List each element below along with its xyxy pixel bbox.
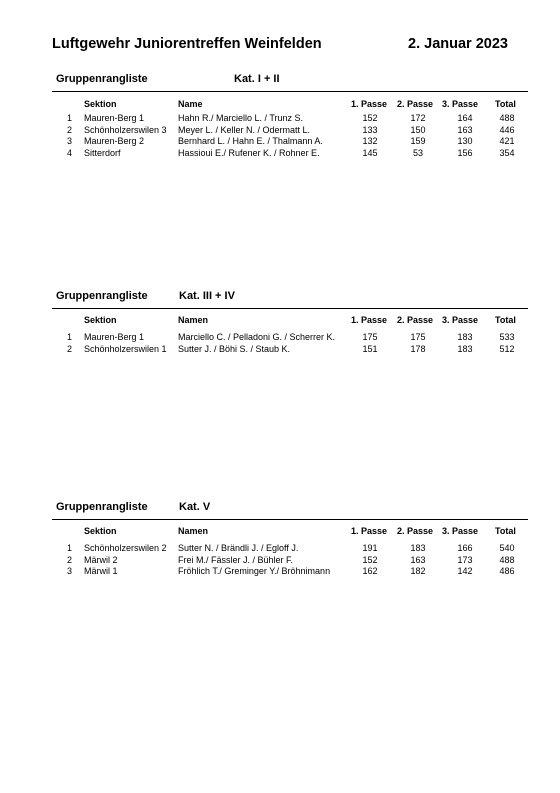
ranking-table	[52, 526, 528, 578]
table-header-row	[52, 526, 528, 543]
passe3: 156	[457, 147, 473, 158]
sektion: Märwil 1	[84, 566, 118, 576]
rank: 2	[66, 343, 72, 354]
rank: 2	[66, 124, 72, 135]
sektion: Märwil 2	[84, 554, 118, 565]
passe3: 173	[457, 554, 473, 565]
sektion: Mauren-Berg 1	[84, 332, 145, 342]
col-name-header: Namen	[178, 526, 209, 536]
passe2: 183	[410, 543, 426, 553]
col-passe3-header: 3. Passe	[442, 526, 479, 536]
namen: Sutter N. / Brändli J. / Egloff J.	[178, 543, 299, 553]
rank: 2	[66, 554, 72, 565]
total: 354	[499, 147, 515, 158]
passe1: 145	[362, 147, 378, 158]
section-label: Gruppenrangliste	[56, 290, 148, 302]
col-name-header: Namen	[178, 315, 209, 325]
namen: Bernhard L. / Hahn E. / Thalmann A.	[178, 136, 323, 146]
section-kat-1-2	[52, 73, 528, 158]
namen: Meyer L. / Keller N. / Odermatt L.	[178, 124, 311, 135]
table-row	[52, 555, 528, 567]
namen: Hassioui E./ Rufener K. / Rohner E.	[178, 147, 320, 158]
passe1: 152	[362, 113, 378, 123]
table-header-row	[52, 315, 528, 332]
passe1: 151	[362, 343, 378, 354]
ranking-table	[52, 315, 528, 355]
section-kat-3-4	[52, 290, 528, 354]
col-name-header: Name	[178, 99, 203, 109]
total: 533	[499, 332, 515, 342]
section-heading	[52, 290, 528, 306]
col-passe3-header: 3. Passe	[442, 315, 479, 325]
total: 486	[499, 566, 515, 576]
table-row	[52, 344, 528, 356]
page-header	[52, 36, 508, 56]
passe3: 164	[457, 113, 473, 123]
namen: Marciello C. / Pelladoni G. / Scherrer K.	[178, 332, 336, 342]
section-kat-5	[52, 501, 528, 576]
passe2: 150	[410, 124, 426, 135]
col-passe2-header: 2. Passe	[397, 526, 434, 536]
section-rule	[52, 308, 528, 309]
rank: 1	[66, 543, 72, 553]
col-passe1-header: 1. Passe	[351, 526, 388, 536]
total: 512	[499, 343, 515, 354]
col-passe3-header: 3. Passe	[442, 99, 479, 109]
passe3: 183	[457, 343, 473, 354]
passe2: 159	[410, 136, 426, 146]
table-row	[52, 543, 528, 555]
rank: 1	[66, 332, 72, 342]
sektion: Schönholzerswilen 1	[84, 343, 167, 354]
passe2: 163	[410, 554, 426, 565]
document-title: Luftgewehr Juniorentreffen Weinfelden	[52, 36, 322, 52]
ranking-table	[52, 99, 528, 159]
col-passe2-header: 2. Passe	[397, 99, 434, 109]
table-row	[52, 148, 528, 160]
rank: 4	[66, 147, 72, 158]
section-category: Kat. I + II	[234, 73, 280, 85]
section-rule	[52, 519, 528, 520]
passe2: 178	[410, 343, 426, 354]
table-row	[52, 332, 528, 344]
section-heading	[52, 501, 528, 517]
namen: Hahn R./ Marciello L. / Trunz S.	[178, 113, 304, 123]
total: 540	[499, 543, 515, 553]
col-total-header: Total	[495, 99, 516, 109]
col-sektion-header: Sektion	[84, 315, 117, 325]
col-sektion-header: Sektion	[84, 99, 117, 109]
passe2: 172	[410, 113, 426, 123]
sektion: Mauren-Berg 1	[84, 113, 145, 123]
passe2: 175	[410, 332, 426, 342]
document-date: 2. Januar 2023	[408, 36, 508, 52]
passe1: 132	[362, 136, 378, 146]
table-row	[52, 566, 528, 578]
section-category: Kat. V	[179, 501, 211, 513]
passe1: 191	[362, 543, 378, 553]
section-label: Gruppenrangliste	[56, 73, 148, 85]
table-row	[52, 136, 528, 148]
passe2: 53	[412, 147, 423, 158]
total: 446	[499, 124, 515, 135]
table-row	[52, 125, 528, 137]
passe3: 163	[457, 124, 473, 135]
total: 421	[499, 136, 515, 146]
total: 488	[499, 554, 515, 565]
namen: Sutter J. / Böhi S. / Staub K.	[178, 343, 291, 354]
sektion: Sitterdorf	[84, 147, 121, 158]
section-rule	[52, 91, 528, 92]
passe1: 162	[362, 566, 378, 576]
col-passe1-header: 1. Passe	[351, 315, 388, 325]
namen: Frei M./ Fässler J. / Bühler F.	[178, 554, 294, 565]
col-sektion-header: Sektion	[84, 526, 117, 536]
table-row	[52, 113, 528, 125]
col-total-header: Total	[495, 315, 516, 325]
section-category: Kat. III + IV	[179, 290, 235, 302]
passe3: 166	[457, 543, 473, 553]
section-label: Gruppenrangliste	[56, 501, 148, 513]
col-passe2-header: 2. Passe	[397, 315, 434, 325]
rank: 1	[66, 113, 72, 123]
section-heading	[52, 73, 528, 89]
rank: 3	[66, 566, 72, 576]
passe1: 152	[362, 554, 378, 565]
rank: 3	[66, 136, 72, 146]
passe1: 133	[362, 124, 378, 135]
total: 488	[499, 113, 515, 123]
passe1: 175	[362, 332, 378, 342]
sektion: Schönholzerswilen 2	[84, 543, 167, 553]
passe2: 182	[410, 566, 426, 576]
sektion: Mauren-Berg 2	[84, 136, 145, 146]
table-header-row	[52, 99, 528, 113]
sektion: Schönholzerswilen 3	[84, 124, 167, 135]
namen: Fröhlich T./ Greminger Y./ Bröhnimann	[178, 566, 331, 576]
col-total-header: Total	[495, 526, 516, 536]
col-passe1-header: 1. Passe	[351, 99, 388, 109]
passe3: 142	[457, 566, 473, 576]
passe3: 130	[457, 136, 473, 146]
passe3: 183	[457, 332, 473, 342]
